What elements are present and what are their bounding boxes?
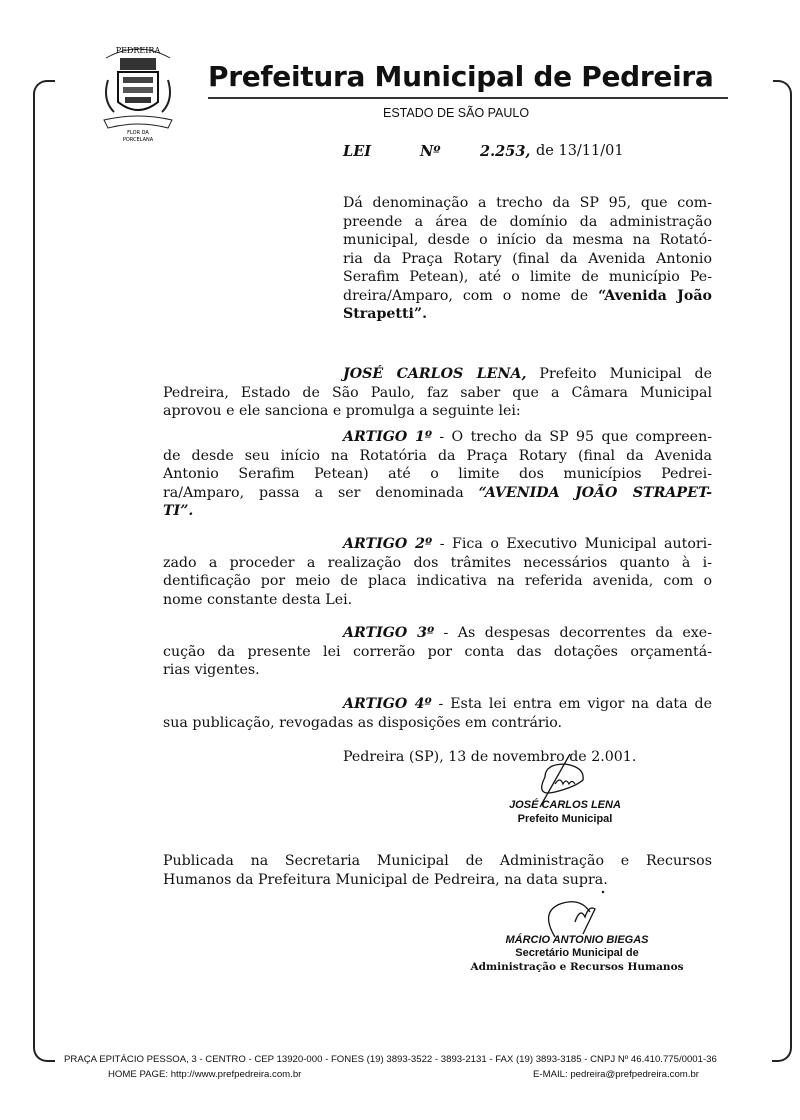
municipal-crest-logo	[98, 40, 178, 145]
text-line	[163, 447, 712, 466]
text-line	[163, 554, 712, 573]
svg-text:FLOR DA: FLOR DA	[127, 130, 149, 136]
publication-note	[163, 852, 712, 889]
text-line	[163, 661, 712, 680]
law-label: LEI	[343, 143, 372, 160]
text-segment: - As despesas decorrentes da exe-	[434, 625, 712, 641]
mayor-name: JOSÉ CARLOS LENA	[509, 799, 621, 811]
text-segment: Dá denominação a trecho da SP 95, que com-	[343, 195, 712, 211]
text-segment: TI”.	[163, 503, 194, 519]
text-line	[343, 213, 712, 232]
law-date: de 13/11/01	[536, 143, 624, 159]
text-segment: - Fica o Executivo Municipal autori-	[432, 536, 712, 552]
text-segment: aprovou e ele sanciona e promulga a seguinte lei:	[163, 403, 521, 419]
text-line	[163, 591, 712, 610]
text-line	[163, 465, 712, 484]
page-frame-right	[770, 80, 792, 1062]
text-segment: dentificação por meio de placa indicativa na referida avenida, com o	[163, 573, 712, 589]
svg-text:PEDREIRA: PEDREIRA	[115, 46, 161, 55]
footer-email[interactable]: E-MAIL: pedreira@prefpedreira.com.br	[533, 1069, 699, 1080]
text-line	[163, 871, 712, 890]
page-frame-left	[33, 80, 55, 1062]
text-line	[163, 428, 712, 447]
text-line	[163, 714, 712, 733]
svg-text:PORCELANA: PORCELANA	[122, 137, 154, 143]
article-2	[163, 535, 712, 609]
text-segment: “Avenida João	[598, 287, 713, 304]
law-number: 2.253,	[480, 143, 531, 160]
text-line	[163, 365, 712, 384]
text-segment: nome constante desta Lei.	[163, 591, 353, 608]
text-segment: rias vigentes.	[163, 662, 260, 678]
text-segment: Publicada na Secretaria Municipal de Administração e Recursos	[163, 853, 712, 869]
text-segment: JOSÉ CARLOS LENA,	[343, 366, 527, 382]
text-segment: ra/Amparo, passa a ser denominada	[163, 484, 479, 501]
text-line	[163, 484, 712, 503]
footer-homepage[interactable]: HOME PAGE: http://www.prefpedreira.com.br	[108, 1069, 302, 1080]
text-segment: - O trecho da SP 95 que compreen-	[432, 429, 712, 445]
text-segment: ria da Praça Rotary (final da Avenida Antonio	[343, 250, 712, 267]
law-summary	[343, 194, 712, 324]
text-segment: - Esta lei entra em vigor na data de	[431, 696, 712, 712]
secretary-department: Administração e Recursos Humanos	[470, 961, 684, 973]
secretary-name: MÁRCIO ANTONIO BIEGAS	[505, 934, 649, 946]
footer-address: PRAÇA EPITÁCIO PESSOA, 3 - CENTRO - CEP 13920-000 - FONES (19) 3893-3522 - 3893-2131 - FAX (19) 3893-3185 - CNPJ Nº 46.410.775/0001-36	[64, 1054, 717, 1065]
text-line	[163, 624, 712, 643]
text-segment: Humanos da Prefeitura Municipal de Pedreira, na data supra.	[163, 871, 608, 888]
text-segment: ARTIGO 3º	[343, 625, 435, 641]
text-segment: municipal, desde o início da mesma na Rotató-	[343, 232, 712, 248]
text-segment: Antonio Serafim Petean) até o limite dos municípios Pedrei-	[163, 466, 712, 482]
text-line	[343, 268, 712, 287]
article-1	[163, 428, 712, 521]
text-segment: ARTIGO 1º	[343, 429, 432, 445]
state-label: ESTADO DE SÃO PAULO	[383, 106, 530, 120]
text-segment: Strapetti”.	[343, 306, 428, 322]
text-segment: dreira/Amparo, com o nome de	[343, 287, 599, 304]
secretary-role: Secretário Municipal de	[515, 947, 639, 959]
closing-date: Pedreira (SP), 13 de novembro de 2.001.	[343, 749, 637, 765]
text-line	[163, 535, 712, 554]
mayor-role: Prefeito Municipal	[517, 813, 613, 825]
text-segment: “AVENIDA JOÃO STRAPET-	[478, 484, 712, 501]
text-line	[343, 250, 712, 269]
text-segment: de desde seu início na Rotatória da Praça Rotary (final da Avenida	[163, 447, 712, 464]
text-line	[163, 572, 712, 591]
text-line	[343, 305, 712, 324]
text-segment: ARTIGO 2º	[343, 536, 433, 552]
text-segment: Prefeito Municipal de	[526, 366, 712, 382]
number-label: Nº	[420, 143, 441, 160]
text-segment: Serafim Petean), até o limite de município Pe-	[343, 269, 712, 285]
text-line	[163, 643, 712, 662]
text-segment: Pedreira, Estado de São Paulo, faz saber que a Câmara Municipal	[163, 384, 712, 401]
text-line	[163, 502, 712, 521]
institution-title: Prefeitura Municipal de Pedreira	[208, 60, 714, 93]
text-segment: sua publicação, revogadas as disposições em contrário.	[163, 714, 563, 731]
secretary-signature	[535, 882, 615, 942]
text-line	[343, 194, 712, 213]
text-line	[343, 231, 712, 250]
header-rule	[208, 97, 728, 99]
text-segment: ARTIGO 4º	[343, 696, 432, 712]
text-line	[163, 852, 712, 871]
text-segment: zado a proceder a realização dos trâmites necessários quanto à i-	[163, 554, 712, 571]
text-line	[163, 402, 712, 421]
text-line	[163, 695, 712, 714]
text-line	[343, 287, 712, 306]
preamble	[163, 365, 712, 421]
text-line	[163, 384, 712, 403]
text-segment: preende a área de domínio da administração	[343, 213, 712, 230]
text-segment: cução da presente lei correrão por conta das dotações orçamentá-	[163, 643, 712, 660]
article-4	[163, 695, 712, 732]
article-3	[163, 624, 712, 680]
